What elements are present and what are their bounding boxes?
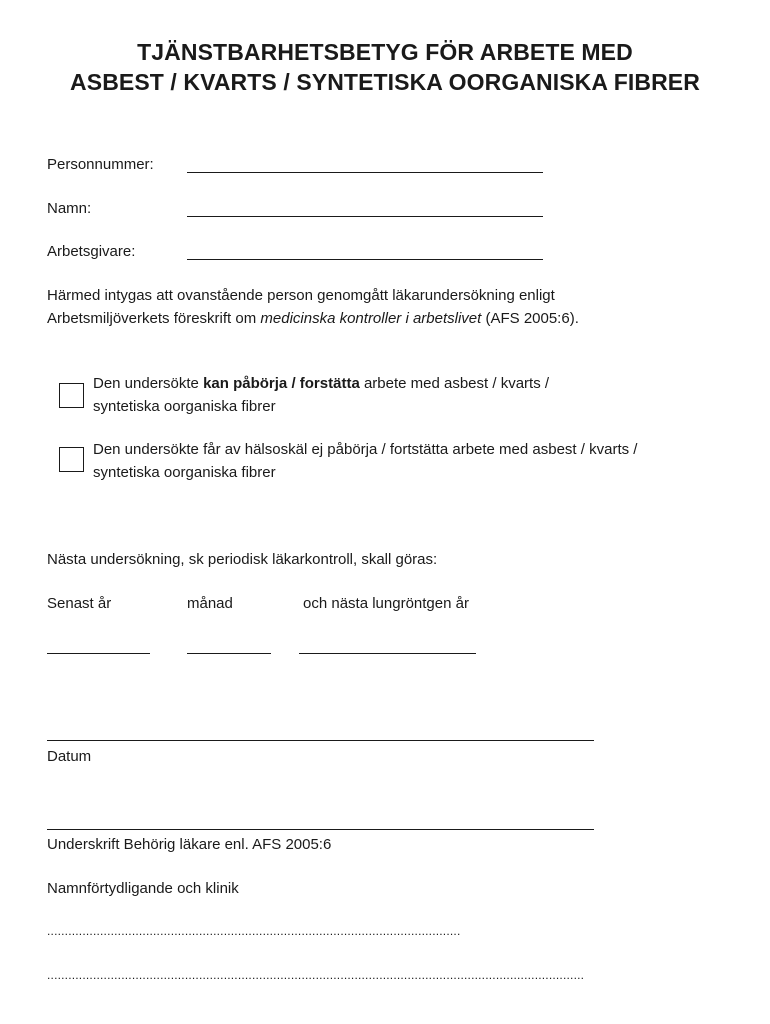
next-exam-month-field[interactable]	[187, 653, 271, 654]
document-title-line-2: ASBEST / KVARTS / SYNTETISKA OORGANISKA FIBRER	[70, 69, 700, 95]
arbetsgivare-label: Arbetsgivare:	[47, 243, 136, 260]
clinic-field[interactable]	[47, 968, 585, 984]
option-may-work-line-2: syntetiska oorganiska fibrer	[93, 398, 276, 415]
arbetsgivare-field[interactable]	[187, 259, 543, 260]
signature-field[interactable]	[47, 829, 594, 830]
next-xray-year-field[interactable]	[299, 653, 476, 654]
document-title-line-1: TJÄNSTBARHETSBETYG FÖR ARBETE MED	[137, 39, 633, 65]
dotted-line: ........................................................................................................................................................	[47, 968, 585, 982]
next-exam-year-label: Senast år	[47, 595, 112, 612]
option-may-work-suffix: arbete med asbest / kvarts /	[359, 375, 550, 392]
option-may-not-work-line-1: Den undersökte får av hälsoskäl ej påbörja / fortstätta arbete med asbest / kvarts /	[93, 441, 638, 458]
next-exam-month-label: månad	[187, 595, 233, 612]
signature-label: Underskrift Behörig läkare enl. AFS 2005:6	[47, 836, 332, 853]
statement-regulation-title: medicinska kontroller i arbetslivet	[260, 310, 482, 327]
option-may-not-work-line-2: syntetiska oorganiska fibrer	[93, 464, 276, 481]
statement-line-1: Härmed intygas att ovanstående person genomgått läkarundersökning enligt	[47, 287, 555, 304]
namn-field[interactable]	[187, 216, 543, 217]
option-may-work-checkbox[interactable]	[59, 383, 84, 408]
name-clarification-label: Namnförtydligande och klinik	[47, 880, 239, 897]
dotted-line: .....................................................................................................................	[47, 924, 461, 938]
next-exam-year-field[interactable]	[47, 653, 150, 654]
date-label: Datum	[47, 748, 92, 765]
next-xray-year-label: och nästa lungröntgen år	[303, 595, 469, 612]
statement-line-2-prefix: Arbetsmiljöverkets föreskrift om	[47, 310, 261, 327]
statement-line-2	[47, 307, 579, 330]
personnummer-field[interactable]	[187, 172, 543, 173]
statement-line-2-suffix: (AFS 2005:6).	[481, 310, 579, 327]
next-exam-heading: Nästa undersökning, sk periodisk läkarkontroll, skall göras:	[47, 551, 438, 568]
option-may-not-work-checkbox[interactable]	[59, 447, 84, 472]
name-clarification-field[interactable]	[47, 924, 461, 940]
option-may-work-line-1	[93, 372, 549, 395]
option-may-work-prefix: Den undersökte	[93, 375, 204, 392]
date-field[interactable]	[47, 740, 594, 741]
option-may-work-emphasis: kan påbörja / forstätta	[203, 375, 360, 392]
personnummer-label: Personnummer:	[47, 156, 154, 173]
namn-label: Namn:	[47, 200, 92, 217]
